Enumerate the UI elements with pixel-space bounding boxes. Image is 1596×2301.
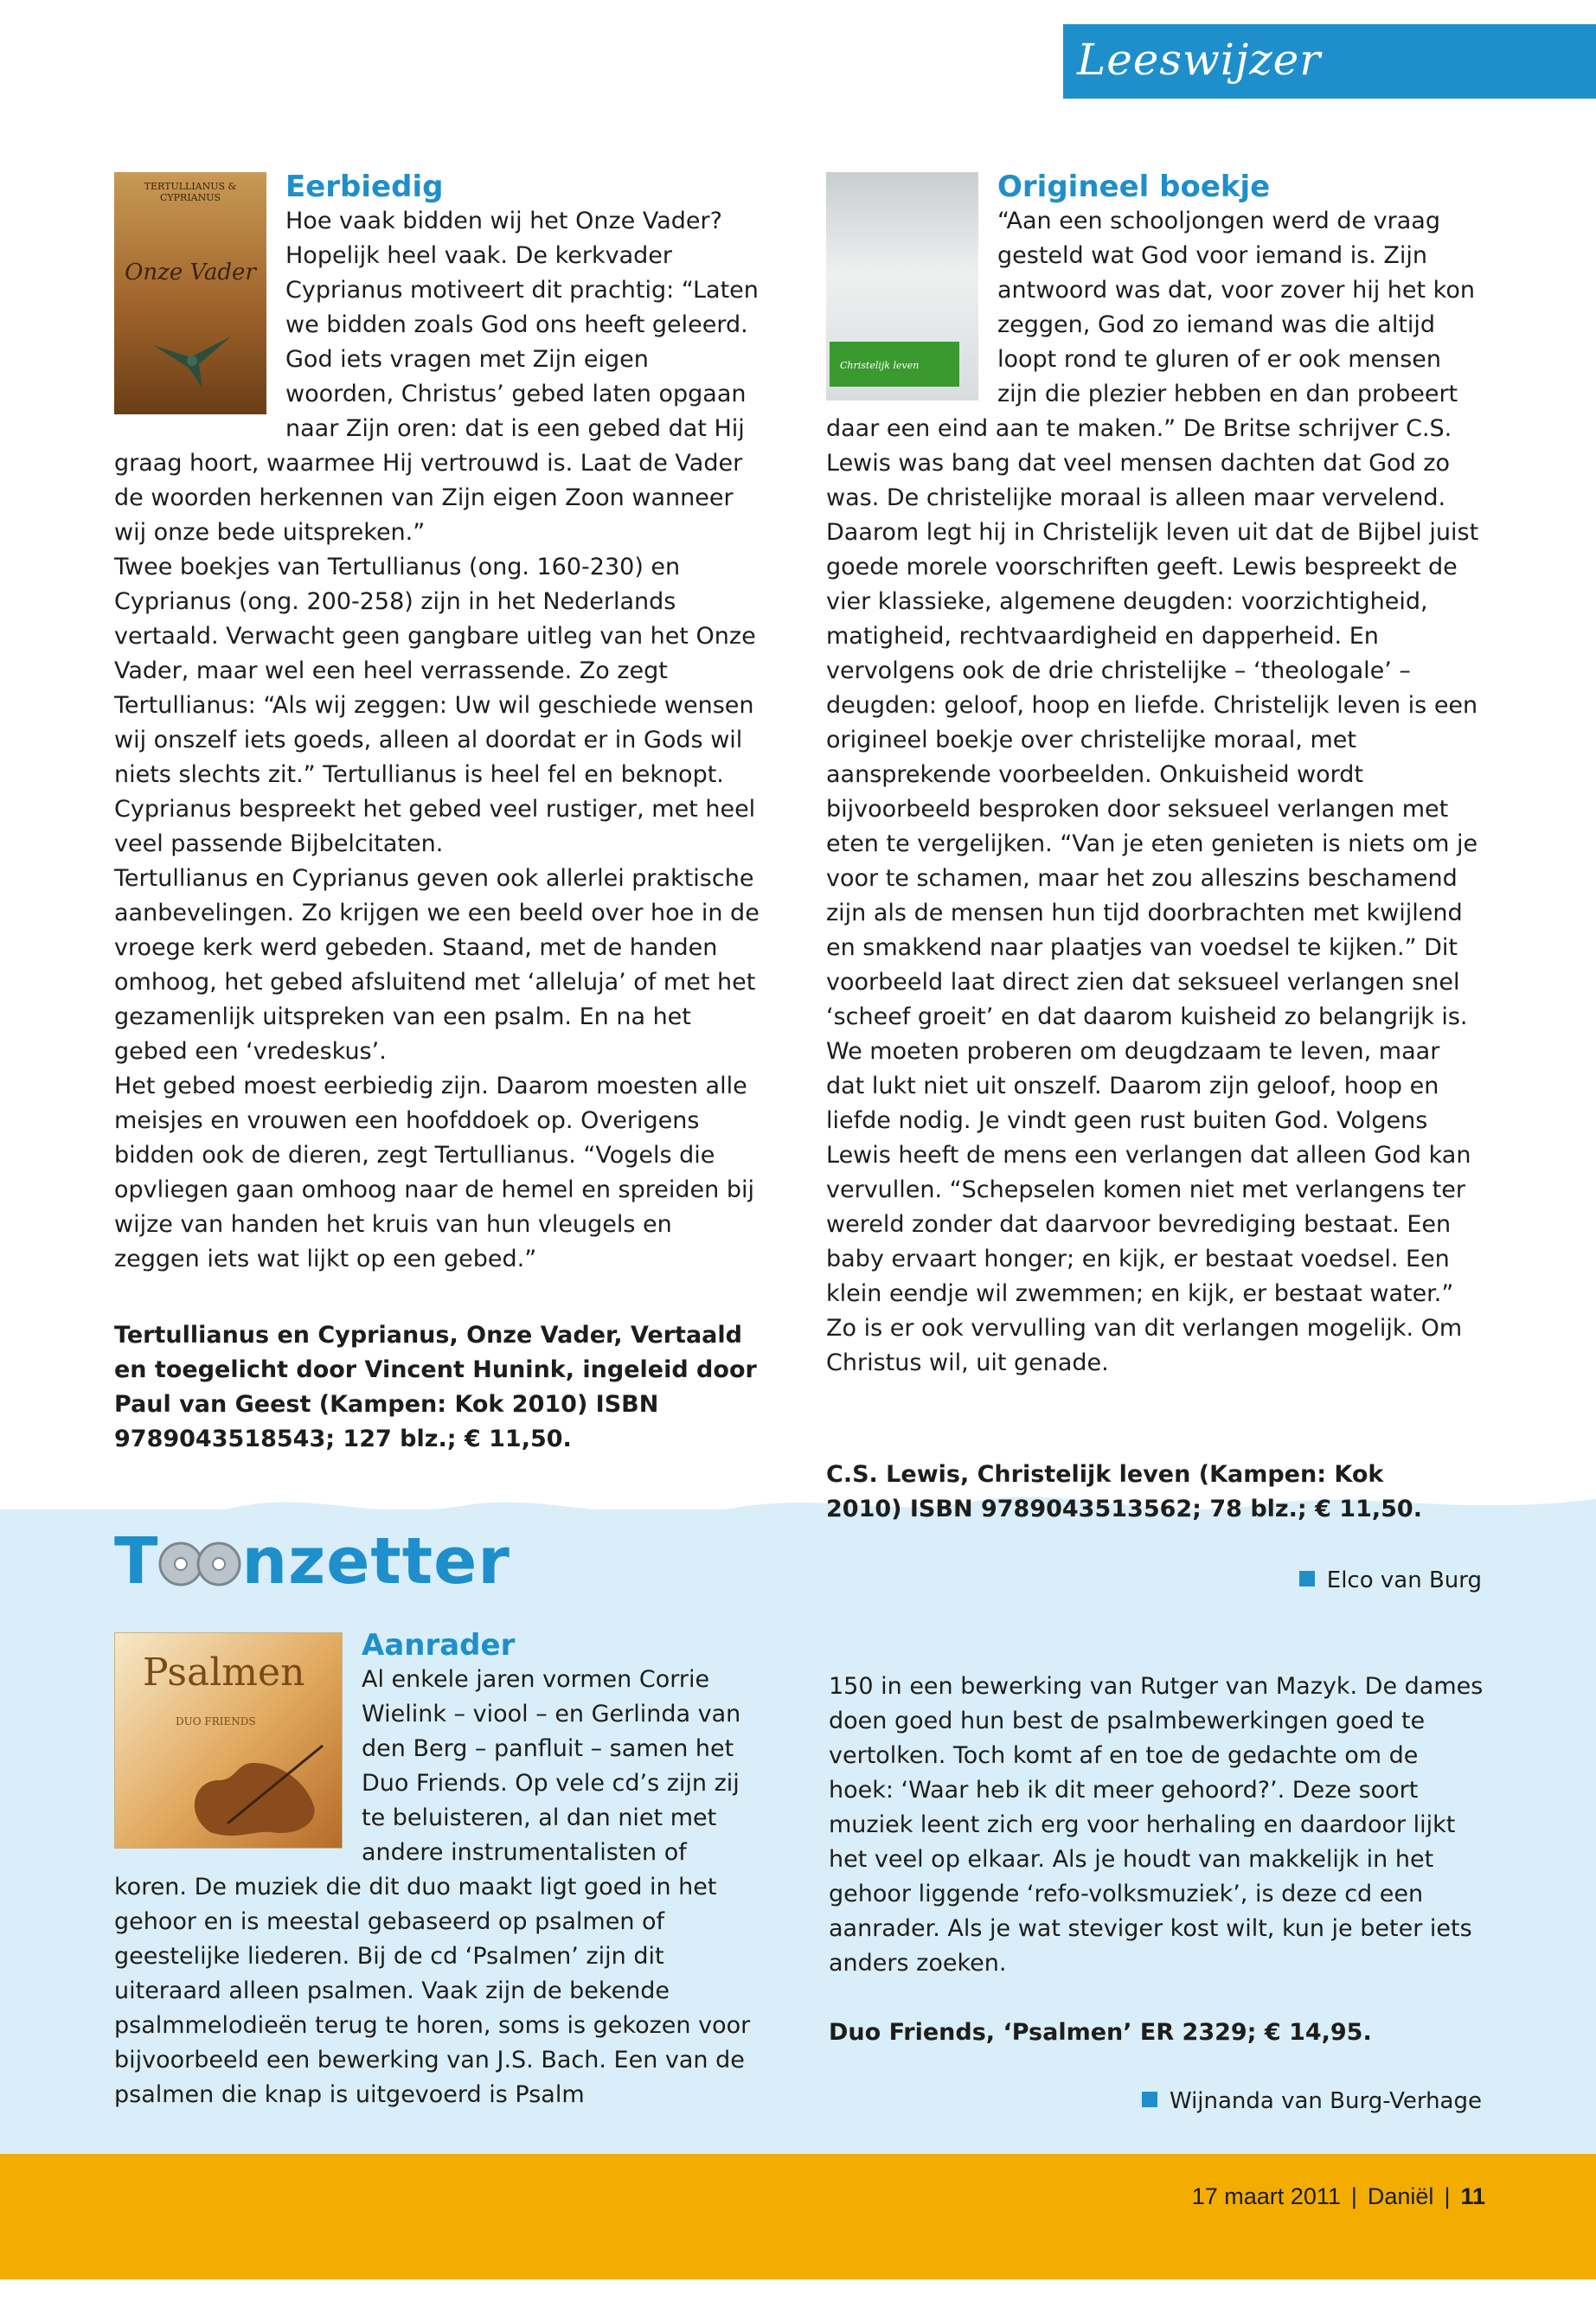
cd-cover-subtitle: DUO FRIENDS (176, 1715, 256, 1727)
cd-credit: Duo Friends, ‘Psalmen’ ER 2329; € 14,95. (829, 2019, 1372, 2046)
author-byline (1299, 1567, 1482, 1593)
paragraph: Hoe vaak bidden wij het Onze Vader? Hopelijk heel vaak. De kerkvader Cyprianus motiveert dit prachtig: “Laten we bidden zoals God ons heeft geleerd. God iets vragen met Zijn eigen woorden, Christus’ gebed laten opgaan naar Zijn oren: dat is een gebed dat Hij graag hoort, waarmee Hij vertrouwd is. Laat de Vader de woorden herkennen van Zijn eigen Zoon wanneer wij onze bede uitspreken.” (114, 208, 759, 546)
book-cover-title: Onze Vader (125, 260, 256, 285)
section-tab (1063, 24, 1596, 99)
paragraph: “Aan een schooljongen werd de vraag gesteld wat God voor iemand is. Zijn antwoord was dat, voor zover hij het kon zeggen, God zo iemand was die altijd loopt rond te gluren of er ook mensen zijn die plezier hebben en dan probeert daar een eind aan te maken.” De Britse schrijver C.S. Lewis was bang dat veel mensen dachten dat God zo was. De christelijke moraal is alleen maar vervelend. Daarom legt hij in Christelijk leven uit dat de Bijbel juist goede morele voorschriften geeft. Lewis bespreekt de vier klassieke, algemene deugden: voorzichtigheid, matigheid, rechtvaardigheid en dapperheid. En vervolgens ook de drie christelijke – ‘theologale’ – deugden: geloof, hoop en liefde. Christelijk leven is een origineel boekje over christelijke moraal, met aansprekende voorbeelden. Onkuisheid wordt bijvoorbeeld besproken door seksueel verlangen met eten te vergelijken. “Van je eten genieten is niets om je voor te schamen, maar het zou alleszins beschamend zijn als de mensen hun tijd doorbrachten met kwijlend en smakkend naar plaatjes van voedsel te kijken.” Dit voorbeeld laat direct zien dat seksueel verlangen snel ‘scheef groeit’ en dat daarom kuisheid zo belangrijk is. (826, 208, 1479, 1030)
book-cover-christelijk-leven (826, 170, 978, 401)
book-cover-label: Christelijk leven (830, 342, 959, 387)
article-eerbiedig (114, 170, 763, 1277)
toonzetter-title-first: T (114, 1524, 159, 1599)
paragraph: Het gebed moest eerbiedig zijn. Daarom moesten alle meisjes en vrouwen een hoofddoek op. Overigens bidden ook de dieren, zegt Tertullianus. “Vogels die opvliegen gaan omhoog naar de hemel en spreiden bij wijze van handen het kruis van hun vleugels en zeggen iets wat lijkt op een gebed.” (114, 1073, 754, 1272)
page-number: 11 (1460, 2183, 1485, 2209)
paragraph: Twee boekjes van Tertullianus (ong. 160-230) en Cyprianus (ong. 200-258) zijn in het Nederlands vertaald. Verwacht geen gangbare uitleg van het Onze Vader, maar wel een heel verrassende. Zo zegt Tertullianus: “Als wij zeggen: Uw wil geschiede wensen wij onszelf iets goeds, alleen al doordat er in Gods wil niets slechts zit.” Tertullianus is heel fel en beknopt. Cyprianus bespreekt het gebed veel rustiger, met heel veel passende Bijbelcitaten. (114, 554, 756, 857)
author-name: Elco van Burg (1326, 1567, 1482, 1593)
heading-aanrader: Aanrader (362, 1628, 516, 1663)
footer-folio: 17 maart 2011 | Daniël | 11 (1191, 2183, 1485, 2209)
toonzetter-title-rest: nzetter (241, 1524, 510, 1599)
paragraph: Tertullianus en Cyprianus geven ook allerlei praktische aanbevelingen. Zo krijgen we een beeld over hoe in de vroege kerk werd gebeden. Staand, met de handen omhoog, het gebed afsluitend met ‘alleluja’ of met het gezamenlijk uitspreken van een psalm. En na het gebed een ‘vredeskus’. (114, 865, 760, 1065)
book-credit-christelijk-leven: C.S. Lewis, Christelijk leven (Kampen: Kok 2010) ISBN 9789043513562; 78 blz.; € 11,50. (826, 1461, 1422, 1522)
bullet-square-icon (1142, 2092, 1157, 2107)
book-cover-top-text: TERTULLIANUS & CYPRIANUS (144, 181, 237, 203)
paragraph: Al enkele jaren vormen Corrie Wielink – viool – en Gerlinda van den Berg – panfluit – samen het Duo Friends. Op vele cd’s zijn zij te beluisteren, al dan niet met andere instrumentalisten of koren. De muziek die dit duo maakt ligt goed in het gehoor en is meestal gebaseerd op psalmen of geestelijke liederen. Bij de cd ‘Psalmen’ zijn dit uiteraard alleen psalmen. Vaak zijn de bekende psalmmelodieën terug te horen, soms is gekozen voor bijvoorbeeld een bewerking van J.S. Bach. Een van de psalmen die knap is uitgevoerd is Psalm (114, 1666, 751, 2108)
footer-date: 17 maart 2011 (1191, 2183, 1341, 2209)
paragraph: 150 in een bewerking van Rutger van Mazyk. De dames doen goed hun best de psalmbewerkingen goed te vertolken. Toch komt af en toe de gedachte om de hoek: ‘Waar heb ik dit meer gehoord?’. Deze soort muziek leent zich erg voor herhaling en daardoor lijkt het veel op elkaar. Als je houdt van makkelijk in het gehoor liggende ‘refo-volksmuziek’, is deze cd een aanrader. Als je wat steviger kost wilt, kun je beter iets anders zoeken. (829, 1673, 1484, 1977)
toonzetter-title (114, 1524, 510, 1604)
author-name: Wijnanda van Burg-Verhage (1169, 2088, 1482, 2114)
bullet-square-icon (1299, 1571, 1315, 1586)
heading-eerbiedig: Eerbiedig (285, 170, 444, 204)
violin-icon (176, 1728, 331, 1841)
cd-discs-icon (158, 1529, 241, 1604)
article-origineel-boekje (826, 170, 1484, 1381)
section-label: Leeswijzer (1077, 35, 1322, 85)
footer-magazine: Daniël (1367, 2183, 1434, 2209)
hummingbird-icon (149, 319, 235, 397)
cd-cover-title: Psalmen (143, 1650, 305, 1695)
book-credit-onze-vader: Tertullianus en Cyprianus, Onze Vader, Vertaald en toegelicht door Vincent Hunink, ingeleid door Paul van Geest (Kampen: Kok 2010) ISBN 9789043518543; 127 blz.; € 11,50. (114, 1322, 757, 1452)
heading-origineel-boekje: Origineel boekje (997, 170, 1271, 204)
review-aanrader (114, 1628, 754, 2112)
author-byline (1142, 2088, 1482, 2114)
paragraph: We moeten proberen om deugdzaam te leven, maar dat lukt niet uit onszelf. Daarom zijn geloof, hoop en liefde nodig. Je vindt geen rust buiten God. Volgens Lewis heeft de mens een verlangen dat alleen God kan vervullen. “Schepselen komen niet met verlangens ter wereld zonder dat daarvoor bevrediging bestaat. Een baby ervaart honger; en kijk, er bestaat voedsel. Een klein eendje wil zwemmen; en kijk, er bestaat water.” Zo is er ook vervulling van dit verlangen mogelijk. Om Christus wil, uit genade. (826, 1038, 1471, 1376)
footer-bar (0, 2154, 1596, 2279)
book-cover-onze-vader (114, 170, 266, 414)
cd-cover-psalmen (114, 1628, 343, 1849)
review-aanrader-continued (829, 1670, 1488, 1981)
